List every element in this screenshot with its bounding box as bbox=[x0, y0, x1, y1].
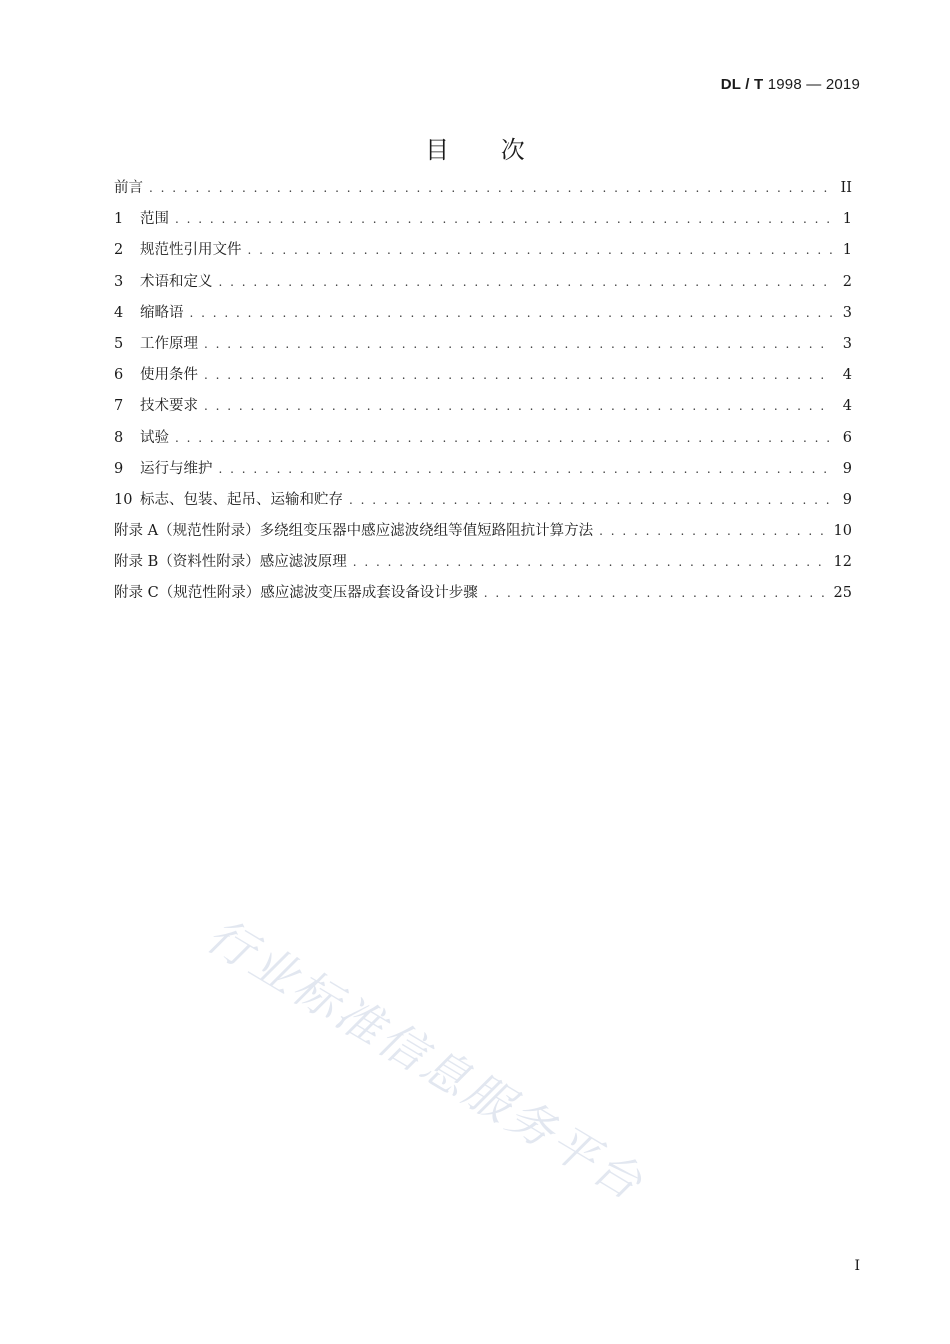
toc-entry-number: 1 bbox=[114, 211, 124, 228]
toc-entry-label: 技术要求 bbox=[140, 398, 198, 415]
toc-entry-label: 附录 B（资料性附录）感应滤波原理 bbox=[114, 554, 347, 571]
dot-leader bbox=[204, 391, 832, 422]
dot-leader bbox=[349, 485, 832, 516]
toc-entry-number: 4 bbox=[114, 304, 124, 321]
toc-entry-label: 工作原理 bbox=[140, 335, 198, 352]
standard-prefix: DL / T bbox=[720, 76, 764, 93]
toc-entry-5[interactable] bbox=[114, 329, 852, 360]
dot-leader bbox=[484, 578, 828, 609]
toc-entry-6[interactable] bbox=[114, 360, 852, 391]
toc-entry-page: 1 bbox=[842, 242, 852, 259]
page-number: I bbox=[854, 1258, 860, 1274]
dot-leader bbox=[175, 204, 832, 235]
toc-entry-appendix-b[interactable] bbox=[114, 547, 852, 578]
toc-entry-page: 9 bbox=[842, 460, 852, 477]
toc-entry-9[interactable] bbox=[114, 454, 852, 485]
toc-entry-page: 3 bbox=[842, 304, 852, 321]
toc-entry-page: 12 bbox=[833, 554, 852, 571]
toc-entry-number: 6 bbox=[114, 367, 124, 384]
toc-entry-page: 9 bbox=[842, 491, 852, 508]
dot-leader bbox=[175, 423, 832, 454]
toc-entry-page: 1 bbox=[842, 211, 852, 228]
toc-entry-label: 附录 C（规范性附录）感应滤波变压器成套设备设计步骤 bbox=[114, 585, 478, 602]
toc-entry-label: 使用条件 bbox=[140, 367, 198, 384]
toc-entry-foreword[interactable] bbox=[114, 173, 852, 204]
toc-entry-label: 前言 bbox=[114, 180, 143, 196]
toc-entry-number: 10 bbox=[114, 491, 133, 508]
dot-leader bbox=[248, 235, 833, 266]
watermark: 行业标准信息服务平台 bbox=[197, 907, 654, 1212]
toc-entry-label: 标志、包装、起吊、运输和贮存 bbox=[140, 491, 343, 508]
toc-entry-label: 附录 A（规范性附录）多绕组变压器中感应滤波绕组等值短路阻抗计算方法 bbox=[114, 523, 594, 540]
dot-leader bbox=[219, 454, 833, 485]
toc-entry-label: 缩略语 bbox=[140, 304, 184, 321]
standard-number bbox=[721, 76, 860, 93]
dot-leader bbox=[149, 173, 832, 204]
toc-entry-label: 范围 bbox=[140, 211, 169, 228]
toc-entry-number: 3 bbox=[114, 273, 124, 290]
toc-entry-2[interactable] bbox=[114, 235, 852, 266]
toc-entry-8[interactable] bbox=[114, 423, 852, 454]
toc-entry-3[interactable] bbox=[114, 267, 852, 298]
toc-entry-10[interactable] bbox=[114, 485, 852, 516]
page-title: 目 次 bbox=[425, 136, 547, 164]
toc-entry-label: 规范性引用文件 bbox=[140, 242, 242, 259]
dot-leader bbox=[353, 547, 828, 578]
dot-leader bbox=[219, 267, 833, 298]
toc-entry-page: 25 bbox=[833, 585, 852, 602]
toc-entry-number: 2 bbox=[114, 242, 124, 259]
toc-entry-label: 术语和定义 bbox=[140, 273, 213, 290]
toc-entry-4[interactable] bbox=[114, 298, 852, 329]
toc-entry-number: 9 bbox=[114, 460, 124, 477]
toc-entry-label: 运行与维护 bbox=[140, 460, 213, 477]
toc-entry-appendix-a[interactable] bbox=[114, 516, 852, 547]
toc-entry-label: 试验 bbox=[140, 429, 169, 446]
toc-entry-page: 2 bbox=[842, 273, 852, 290]
toc-entry-number: 7 bbox=[114, 398, 124, 415]
toc-entry-number: 5 bbox=[114, 335, 124, 352]
toc-entry-page: 4 bbox=[842, 367, 852, 384]
dot-leader bbox=[204, 360, 832, 391]
toc-entry-page: II bbox=[840, 180, 852, 196]
dot-leader bbox=[190, 298, 833, 329]
toc-entry-number: 8 bbox=[114, 429, 124, 446]
toc-entry-page: 4 bbox=[842, 398, 852, 415]
toc-entry-page: 6 bbox=[842, 429, 852, 446]
dot-leader bbox=[599, 516, 827, 547]
dot-leader bbox=[204, 329, 832, 360]
standard-year: 1998 — 2019 bbox=[767, 76, 860, 93]
toc-entry-1[interactable] bbox=[114, 204, 852, 235]
toc-entry-page: 3 bbox=[842, 335, 852, 352]
toc-entry-page: 10 bbox=[833, 523, 852, 540]
table-of-contents bbox=[114, 173, 852, 610]
toc-entry-7[interactable] bbox=[114, 391, 852, 422]
toc-entry-appendix-c[interactable] bbox=[114, 578, 852, 609]
